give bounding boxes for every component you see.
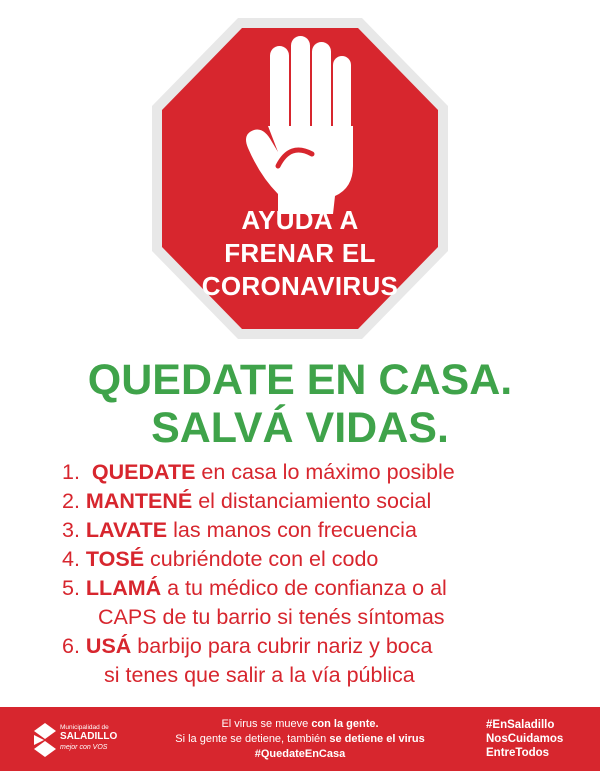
hashtag-2: NosCuidamos — [486, 733, 564, 745]
step-text: cubriéndote con el codo — [144, 547, 379, 571]
stop-sign — [150, 16, 450, 341]
step-number: 2. — [62, 489, 80, 513]
message-line-1: El virus se mueve — [221, 718, 312, 730]
step-number: 1. — [62, 460, 80, 484]
list-item-continuation: CAPS de tu barrio si tenés síntomas — [98, 605, 445, 629]
list-item — [62, 545, 582, 574]
footer-hashtags — [486, 718, 596, 760]
hashtag-3: EntreTodos — [486, 747, 550, 759]
list-item — [62, 516, 582, 545]
saladillo-logo-icon — [34, 723, 56, 757]
step-keyword: USÁ — [85, 634, 132, 658]
sign-line-3: CORONAVIRUS — [201, 271, 399, 301]
list-item — [62, 574, 582, 603]
step-number: 5. — [62, 576, 80, 600]
message-line-2: Si la gente se detiene, también — [175, 733, 330, 745]
step-keyword: LLAMÁ — [85, 576, 162, 600]
step-number: 4. — [62, 547, 80, 571]
list-item — [62, 632, 582, 661]
message-line-1-bold: con la gente. — [311, 718, 379, 730]
footer-message — [150, 717, 450, 762]
logo-line-3: mejor con VOS — [60, 744, 108, 751]
message-hashtag: #QuedateEnCasa — [254, 748, 346, 760]
headline-line-2: SALVÁ VIDAS. — [151, 404, 449, 452]
step-text: el distanciamiento social — [192, 489, 432, 513]
step-text: en casa lo máximo posible — [195, 460, 455, 484]
step-number: 6. — [62, 634, 80, 658]
steps-list — [62, 458, 582, 690]
sign-text — [150, 204, 450, 303]
logo-line-1: Municipalidad de — [60, 724, 109, 731]
sign-line-2: FRENAR EL — [224, 238, 376, 268]
list-item-continuation: si tenes que salir a la vía pública — [104, 663, 415, 687]
step-text: las manos con frecuencia — [167, 518, 417, 542]
step-keyword: LAVATE — [85, 518, 168, 542]
step-text: barbijo para cubrir nariz y boca — [131, 634, 433, 658]
sign-line-1: AYUDÁ A — [241, 205, 359, 235]
hashtag-1: #EnSaladillo — [486, 719, 555, 731]
municipality-logo — [34, 721, 144, 761]
list-item — [62, 458, 582, 487]
logo-line-2: SALADILLO — [60, 731, 118, 742]
step-text: a tu médico de confianza o al — [161, 576, 447, 600]
step-keyword: QUEDATE — [91, 460, 196, 484]
footer-bar — [0, 707, 600, 771]
step-keyword: TOSÉ — [85, 547, 145, 571]
list-item — [62, 487, 582, 516]
step-keyword: MANTENÉ — [85, 489, 193, 513]
headline-line-1: QUEDATE EN CASA. — [87, 356, 513, 404]
step-number: 3. — [62, 518, 80, 542]
message-line-2-bold: se detiene el virus — [329, 733, 425, 745]
